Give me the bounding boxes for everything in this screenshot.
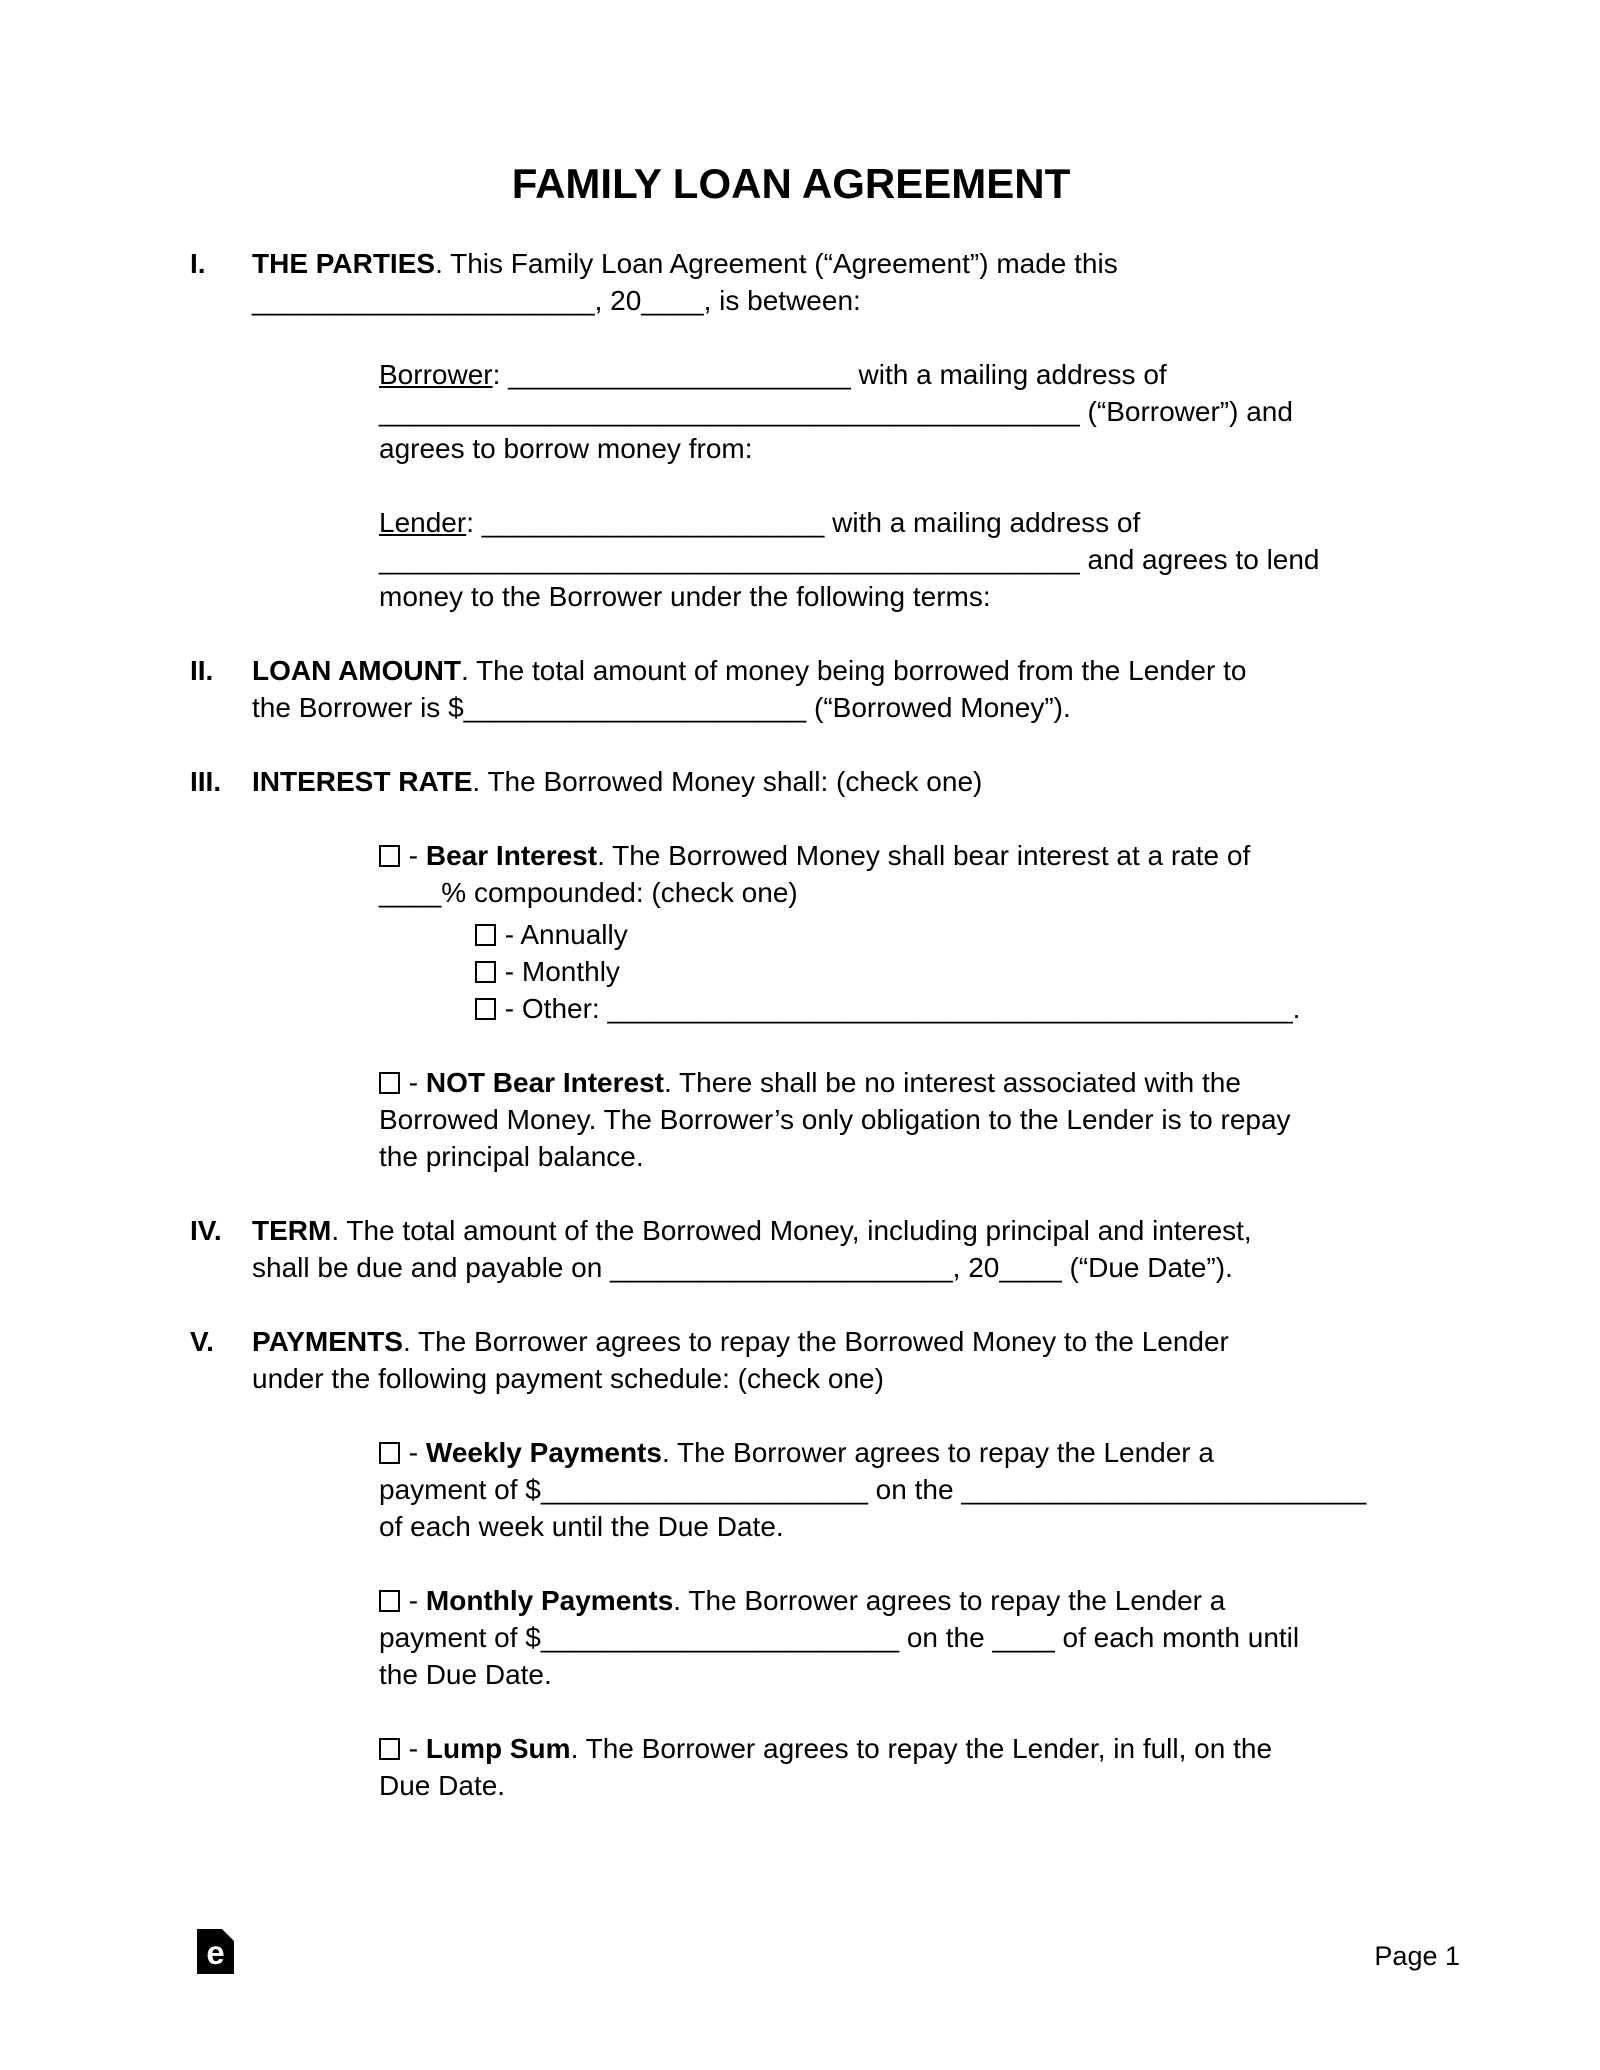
numeral-spacer [190, 916, 252, 953]
checkbox-weekly-payments[interactable] [379, 1442, 400, 1464]
option-annually [190, 916, 1392, 953]
text-run: shall be due and payable on [252, 1252, 611, 1283]
text-run: Weekly Payments [425, 1437, 662, 1468]
text-line [252, 1323, 1392, 1360]
text-run: under the following payment schedule: (check one) [252, 1363, 884, 1394]
paragraph-text [379, 1064, 1392, 1175]
blank-due-year[interactable]: ____ [999, 1252, 1062, 1283]
paragraph-text [379, 1582, 1392, 1693]
text-line [379, 356, 1392, 393]
text-line [379, 1508, 1392, 1545]
numeral-spacer [190, 356, 252, 467]
text-run: , is between: [703, 285, 861, 316]
numeral-spacer [190, 953, 252, 990]
text-line [379, 1582, 1392, 1619]
paragraph-text [379, 837, 1392, 911]
paragraph-text [475, 990, 1392, 1027]
checkbox-not-bear-interest[interactable] [379, 1072, 400, 1094]
text-line [252, 282, 1392, 319]
option-monthly [190, 953, 1392, 990]
text-run: LOAN AMOUNT [252, 655, 461, 686]
section-payments [190, 1323, 1392, 1397]
section-numeral: IV. [190, 1215, 222, 1246]
text-run: : [492, 359, 509, 390]
text-line [252, 1249, 1392, 1286]
paragraph-text [252, 1323, 1392, 1397]
numeral-spacer [190, 990, 252, 1027]
numeral-spacer [190, 1064, 252, 1175]
numeral-spacer [190, 1582, 252, 1693]
text-line [379, 430, 1392, 467]
text-run: - Other: [497, 993, 608, 1024]
section-term [190, 1212, 1392, 1286]
text-run: THE PARTIES [252, 248, 436, 279]
section-loan-amount [190, 652, 1392, 726]
checkbox-other[interactable] [475, 998, 496, 1020]
para-borrower [190, 356, 1392, 467]
blank-lender-address[interactable]: _____________________________________________ [379, 544, 1080, 575]
text-line [475, 916, 1392, 953]
text-run: , 20 [952, 1252, 1000, 1283]
text-run: (“Due Date”). [1061, 1252, 1233, 1283]
paragraph-text [252, 763, 1392, 800]
text-run: - [401, 1437, 426, 1468]
text-line [379, 837, 1392, 874]
paragraph-text [379, 356, 1392, 467]
text-run: the Borrower is $ [252, 692, 464, 723]
text-run: . There shall be no interest associated with the [663, 1067, 1241, 1098]
section-numeral: V. [190, 1326, 214, 1357]
blank-interest-rate[interactable]: ____ [379, 877, 442, 908]
text-line [252, 1212, 1392, 1249]
text-run: of each month until [1054, 1622, 1300, 1653]
blank-weekly-day[interactable]: __________________________ [961, 1474, 1367, 1505]
text-line [379, 1730, 1392, 1767]
text-run: Monthly Payments [425, 1585, 674, 1616]
text-line [379, 393, 1392, 430]
text-run: - [401, 1067, 426, 1098]
text-run: the principal balance. [379, 1141, 644, 1172]
text-line [379, 1471, 1392, 1508]
text-run: Bear Interest [425, 840, 598, 871]
text-line [252, 245, 1392, 282]
paragraph-text [252, 245, 1392, 319]
text-run: Borrower [379, 359, 493, 390]
blank-other-compounding[interactable]: ____________________________________________ [607, 993, 1293, 1024]
text-run: on the [899, 1622, 993, 1653]
checkbox-annually[interactable] [475, 924, 496, 946]
section-numeral: III. [190, 766, 222, 797]
text-line [379, 504, 1392, 541]
checkbox-bear-interest[interactable] [379, 845, 400, 867]
text-run: Due Date. [379, 1770, 506, 1801]
text-line [252, 689, 1392, 726]
text-run: PAYMENTS [252, 1326, 403, 1357]
text-run: money to the Borrower under the following terms: [379, 581, 991, 612]
paragraph-text [475, 916, 1392, 953]
text-line [379, 1767, 1392, 1804]
text-run: with a mailing address of [850, 359, 1167, 390]
text-run: with a mailing address of [824, 507, 1141, 538]
paragraph-text [252, 652, 1392, 726]
text-line [379, 874, 1392, 911]
eforms-logo [197, 1929, 234, 1974]
blank-borrower-name[interactable]: ______________________ [508, 359, 851, 390]
paragraph-text [252, 1212, 1392, 1286]
section-numeral: II. [190, 655, 214, 686]
text-line [252, 652, 1392, 689]
blank-lender-name[interactable]: ______________________ [481, 507, 825, 538]
text-run: the Due Date. [379, 1659, 552, 1690]
text-run: Borrowed Money. The Borrower’s only obligation to the Lender is to repay [379, 1104, 1291, 1135]
paragraph-text [379, 1434, 1392, 1545]
paragraph-text [379, 1730, 1392, 1804]
section-interest-rate [190, 763, 1392, 800]
text-line [379, 1656, 1392, 1693]
text-line [379, 578, 1392, 615]
checkbox-monthly[interactable] [475, 961, 496, 983]
text-run: INTEREST RATE [252, 766, 473, 797]
text-run: . This Family Loan Agreement (“Agreement”) made this [435, 248, 1118, 279]
document-title: FAMILY LOAN AGREEMENT [511, 160, 1071, 207]
section-numeral: I. [190, 248, 206, 279]
para-weekly-payments [190, 1434, 1392, 1545]
option-other [190, 990, 1392, 1027]
page-number-label: Page 1 [1374, 1941, 1460, 1971]
text-run: . The Borrower agrees to repay the Lender a [661, 1437, 1214, 1468]
text-line [379, 541, 1392, 578]
text-line [252, 1360, 1392, 1397]
text-run: payment of $ [379, 1474, 541, 1505]
text-line [379, 1138, 1392, 1175]
blank-loan-amount[interactable]: ______________________ [463, 692, 807, 723]
text-run: . The Borrowed Money shall bear interest at a rate of [597, 840, 1251, 871]
text-line [475, 990, 1392, 1027]
text-run: . The Borrower agrees to repay the Borrowed Money to the Lender [402, 1326, 1229, 1357]
document-sections [190, 245, 1392, 1804]
text-line [379, 1434, 1392, 1471]
text-run: Lender [379, 507, 467, 538]
blank-monthly-day[interactable]: ____ [992, 1622, 1055, 1653]
text-line [252, 763, 1392, 800]
blank-monthly-amount[interactable]: _______________________ [540, 1622, 900, 1653]
blank-weekly-amount[interactable]: _____________________ [540, 1474, 868, 1505]
text-run: - Monthly [497, 956, 620, 987]
text-line [379, 1619, 1392, 1656]
text-run: - Annually [497, 919, 628, 950]
blank-due-date[interactable]: ______________________ [610, 1252, 953, 1283]
blank-agreement-year[interactable]: ____ [641, 285, 704, 316]
text-run: and agrees to lend [1079, 544, 1320, 575]
text-run: . The Borrowed Money shall: (check one) [472, 766, 983, 797]
text-line [379, 1064, 1392, 1101]
text-line [379, 1101, 1392, 1138]
para-not-bear-interest [190, 1064, 1392, 1175]
numeral-spacer [190, 837, 252, 911]
blank-borrower-address[interactable]: _____________________________________________ [379, 396, 1080, 427]
text-run: on the [867, 1474, 962, 1505]
text-run: of each week until the Due Date. [379, 1511, 784, 1542]
section-the-parties [190, 245, 1392, 319]
blank-agreement-date[interactable]: ______________________ [252, 285, 595, 316]
checkbox-monthly-payments[interactable] [379, 1590, 400, 1612]
text-run: % compounded: (check one) [441, 877, 798, 908]
text-run: . [1292, 993, 1301, 1024]
numeral-spacer [190, 1730, 252, 1804]
text-run: . The Borrower agrees to repay the Lender a [673, 1585, 1226, 1616]
text-run: . The total amount of the Borrowed Money, including principal and interest, [331, 1215, 1252, 1246]
checkbox-lump-sum[interactable] [379, 1738, 400, 1760]
logo-letter: e [206, 1934, 225, 1971]
numeral-spacer [190, 1434, 252, 1545]
paragraph-text [379, 504, 1392, 615]
text-run: agrees to borrow money from: [379, 433, 753, 464]
text-run: TERM [252, 1215, 332, 1246]
numeral-spacer [190, 504, 252, 615]
text-run: - [401, 840, 426, 871]
para-lender [190, 504, 1392, 615]
text-line [475, 953, 1392, 990]
text-run: NOT Bear Interest [425, 1067, 664, 1098]
para-lump-sum [190, 1730, 1392, 1804]
text-run: - [401, 1585, 426, 1616]
text-run: payment of $ [379, 1622, 541, 1653]
text-run: : [466, 507, 482, 538]
para-bear-interest [190, 837, 1392, 911]
text-run: . The Borrower agrees to repay the Lender, in full, on the [570, 1733, 1273, 1764]
text-run: - [401, 1733, 426, 1764]
text-run: (“Borrower”) and [1079, 396, 1293, 427]
text-run: . The total amount of money being borrowed from the Lender to [460, 655, 1247, 686]
text-run: Lump Sum [425, 1733, 571, 1764]
paragraph-text [475, 953, 1392, 990]
para-monthly-payments [190, 1582, 1392, 1693]
text-run: (“Borrowed Money”). [806, 692, 1071, 723]
text-run: , 20 [594, 285, 642, 316]
